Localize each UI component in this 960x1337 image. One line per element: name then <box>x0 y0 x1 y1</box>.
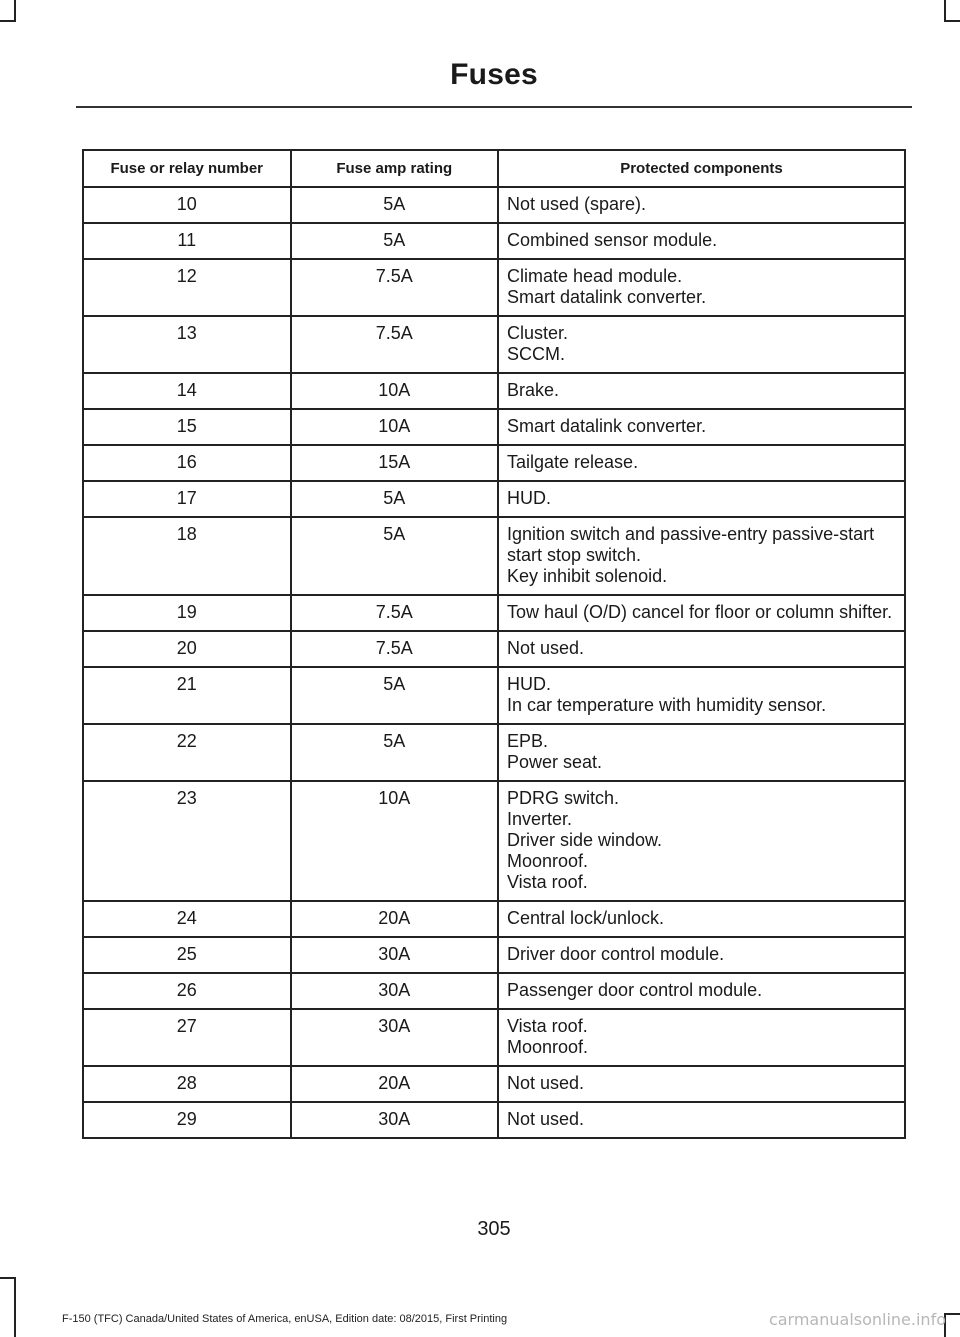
component-line: Not used (spare). <box>506 194 647 214</box>
fuse-number-cell: 17 <box>83 481 291 517</box>
component-line: Inverter. <box>506 809 573 829</box>
fuse-number-cell: 22 <box>83 724 291 781</box>
component-line: Central lock/unlock. <box>506 908 665 928</box>
table-row <box>83 667 905 724</box>
table-row <box>83 259 905 316</box>
component-line: HUD. <box>506 674 551 694</box>
table-row <box>83 781 905 901</box>
fuse-number-cell: 14 <box>83 373 291 409</box>
protected-components-cell <box>498 781 905 901</box>
amp-rating-cell: 15A <box>291 445 498 481</box>
table-row <box>83 973 905 1009</box>
amp-rating-cell: 7.5A <box>291 631 498 667</box>
component-line: Driver door control module. <box>506 944 725 964</box>
table-row <box>83 517 905 595</box>
table-row <box>83 187 905 223</box>
fuse-number-cell: 20 <box>83 631 291 667</box>
component-line: Brake. <box>506 380 560 400</box>
component-line: Not used. <box>506 638 585 658</box>
component-line: Moonroof. <box>506 851 589 871</box>
table-row <box>83 223 905 259</box>
protected-components-cell <box>498 223 905 259</box>
column-header-protected-components: Protected components <box>498 150 905 187</box>
fuse-number-cell: 11 <box>83 223 291 259</box>
component-line: Tow haul (O/D) cancel for floor or column shifter. <box>506 602 893 622</box>
amp-rating-cell: 5A <box>291 724 498 781</box>
fuse-number-cell: 28 <box>83 1066 291 1102</box>
fuse-number-cell: 13 <box>83 316 291 373</box>
protected-components-cell <box>498 631 905 667</box>
column-header-amp-rating: Fuse amp rating <box>291 150 498 187</box>
table-row <box>83 901 905 937</box>
column-header-fuse-number: Fuse or relay number <box>83 150 291 187</box>
amp-rating-cell: 10A <box>291 409 498 445</box>
protected-components-cell <box>498 724 905 781</box>
component-line: Not used. <box>506 1109 585 1129</box>
protected-components-cell <box>498 373 905 409</box>
amp-rating-cell: 20A <box>291 901 498 937</box>
table-header-row <box>83 150 905 187</box>
component-line: Power seat. <box>506 752 603 772</box>
component-line: Tailgate release. <box>506 452 639 472</box>
fuse-number-cell: 19 <box>83 595 291 631</box>
crop-mark <box>0 1277 16 1279</box>
table-row <box>83 595 905 631</box>
protected-components-cell <box>498 517 905 595</box>
protected-components-cell <box>498 595 905 631</box>
fuse-number-cell: 24 <box>83 901 291 937</box>
protected-components-cell <box>498 187 905 223</box>
amp-rating-cell: 30A <box>291 973 498 1009</box>
fuse-number-cell: 27 <box>83 1009 291 1066</box>
watermark: carmanualsonline.info <box>768 1310 946 1329</box>
crop-mark <box>14 1279 16 1337</box>
amp-rating-cell: 5A <box>291 517 498 595</box>
table-row <box>83 445 905 481</box>
component-line: HUD. <box>506 488 551 508</box>
amp-rating-cell: 30A <box>291 1009 498 1066</box>
amp-rating-cell: 20A <box>291 1066 498 1102</box>
table-row <box>83 631 905 667</box>
crop-mark <box>0 20 16 22</box>
title-divider <box>76 106 912 108</box>
protected-components-cell <box>498 259 905 316</box>
fuse-number-cell: 21 <box>83 667 291 724</box>
fuse-number-cell: 25 <box>83 937 291 973</box>
edition-note: F-150 (TFC) Canada/United States of America, enUSA, Edition date: 08/2015, First Printing <box>62 1313 508 1325</box>
crop-mark <box>944 0 946 22</box>
protected-components-cell <box>498 937 905 973</box>
crop-mark <box>944 20 960 22</box>
component-line: In car temperature with humidity sensor. <box>506 695 827 715</box>
amp-rating-cell: 5A <box>291 187 498 223</box>
amp-rating-cell: 7.5A <box>291 316 498 373</box>
protected-components-cell <box>498 1102 905 1138</box>
component-line: Not used. <box>506 1073 585 1093</box>
amp-rating-cell: 5A <box>291 223 498 259</box>
page-number: 305 <box>477 1218 511 1240</box>
crop-mark <box>944 1313 960 1315</box>
fuse-number-cell: 16 <box>83 445 291 481</box>
protected-components-cell <box>498 409 905 445</box>
component-line: Climate head module. <box>506 266 683 286</box>
table-row <box>83 937 905 973</box>
crop-mark <box>14 0 16 22</box>
table-row <box>83 1102 905 1138</box>
amp-rating-cell: 7.5A <box>291 595 498 631</box>
fuse-number-cell: 29 <box>83 1102 291 1138</box>
component-line: SCCM. <box>506 344 565 364</box>
amp-rating-cell: 5A <box>291 667 498 724</box>
fuse-number-cell: 15 <box>83 409 291 445</box>
fuse-table <box>82 149 906 1139</box>
amp-rating-cell: 30A <box>291 937 498 973</box>
table-row <box>83 409 905 445</box>
component-line: Combined sensor module. <box>506 230 718 250</box>
component-line: Smart datalink converter. <box>506 287 707 307</box>
fuse-number-cell: 10 <box>83 187 291 223</box>
component-line: Key inhibit solenoid. <box>506 566 668 586</box>
fuse-number-cell: 12 <box>83 259 291 316</box>
fuse-number-cell: 26 <box>83 973 291 1009</box>
fuse-table-body <box>83 187 905 1138</box>
table-row <box>83 373 905 409</box>
protected-components-cell <box>498 445 905 481</box>
amp-rating-cell: 30A <box>291 1102 498 1138</box>
table-row <box>83 724 905 781</box>
component-line: Moonroof. <box>506 1037 589 1057</box>
component-line: Passenger door control module. <box>506 980 763 1000</box>
component-line: Smart datalink converter. <box>506 416 707 436</box>
amp-rating-cell: 10A <box>291 781 498 901</box>
component-line: Vista roof. <box>506 1016 588 1036</box>
table-row <box>83 316 905 373</box>
table-row <box>83 1009 905 1066</box>
protected-components-cell <box>498 901 905 937</box>
amp-rating-cell: 10A <box>291 373 498 409</box>
protected-components-cell <box>498 481 905 517</box>
table-row <box>83 1066 905 1102</box>
protected-components-cell <box>498 1009 905 1066</box>
table-row <box>83 481 905 517</box>
protected-components-cell <box>498 667 905 724</box>
fuse-number-cell: 23 <box>83 781 291 901</box>
component-line: PDRG switch. <box>506 788 620 808</box>
amp-rating-cell: 7.5A <box>291 259 498 316</box>
component-line: EPB. <box>506 731 549 751</box>
protected-components-cell <box>498 1066 905 1102</box>
component-line: Vista roof. <box>506 872 588 892</box>
protected-components-cell <box>498 316 905 373</box>
page-title: Fuses <box>450 58 538 91</box>
component-line: Cluster. <box>506 323 569 343</box>
fuse-number-cell: 18 <box>83 517 291 595</box>
component-line: Driver side window. <box>506 830 663 850</box>
component-line: Ignition switch and passive-entry passive-start start stop switch. <box>506 524 875 565</box>
protected-components-cell <box>498 973 905 1009</box>
amp-rating-cell: 5A <box>291 481 498 517</box>
